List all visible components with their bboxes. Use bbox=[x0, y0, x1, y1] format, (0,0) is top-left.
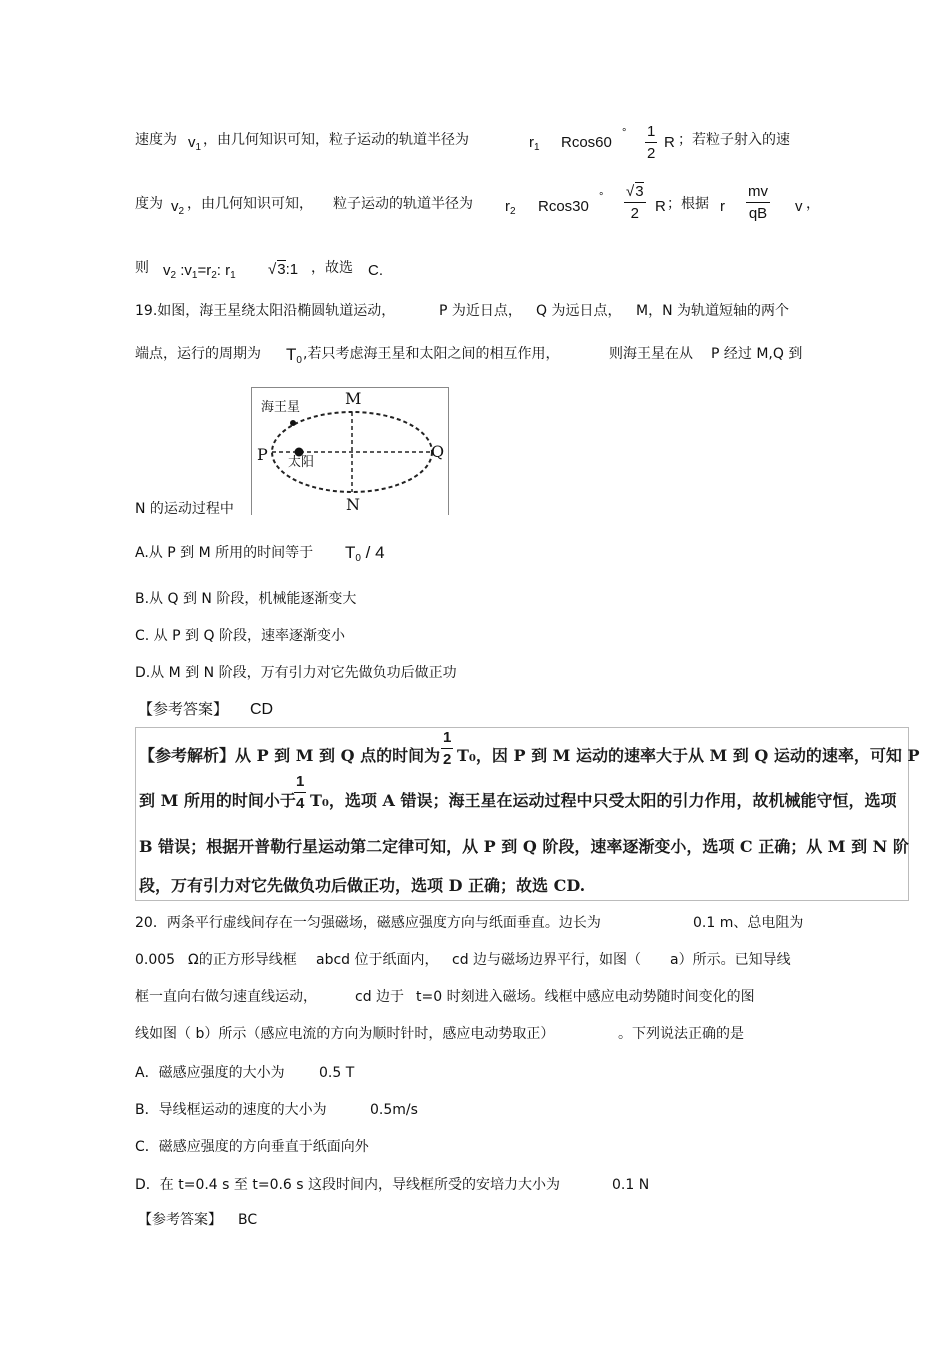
degree: ° bbox=[599, 191, 604, 203]
q19-analysis-box bbox=[135, 727, 920, 901]
text: P 经过 M,Q 到 bbox=[711, 346, 803, 362]
q19-option-d: D.从 M 到 N 阶段，万有引力对它先做负功后做正功 bbox=[135, 665, 457, 681]
q19-line1: 19.如图，海王星绕太阳沿椭圆轨道运动， bbox=[135, 303, 396, 319]
label-neptune: 海王星 bbox=[261, 400, 301, 415]
label-q: Q bbox=[431, 442, 445, 461]
text: A．磁感应强度的大小为 bbox=[135, 1065, 285, 1081]
text: M，N 为轨道短轴的两个 bbox=[636, 303, 790, 319]
answer-value: BC bbox=[238, 1212, 258, 1228]
sqrt3: √3:1 bbox=[268, 261, 299, 278]
fraction-quarter: $\frac{1}{4}$ bbox=[296, 773, 305, 812]
analysis-line-4: 段，万有引力对它先做负功后做正功，选项 D 正确；故选 CD. bbox=[139, 876, 586, 895]
text: Ω的正方形导线框 bbox=[188, 952, 297, 968]
text: 速度为 bbox=[135, 132, 177, 148]
text: 。下列说法正确的是 bbox=[618, 1026, 744, 1042]
fraction-half: $\frac{1}{2}$ bbox=[647, 123, 656, 162]
symbol: r bbox=[720, 198, 725, 215]
symbol: R bbox=[664, 134, 675, 151]
text: t=0 时刻进入磁场。线框中感应电动势随时间变化的图 bbox=[416, 989, 755, 1005]
symbol: $T_0$ bbox=[286, 345, 302, 366]
text: 0.1 m、总电阻为 bbox=[693, 915, 804, 931]
ratio-expression: $v_2$ $:v_1=r_2$: $r_1$ bbox=[163, 262, 236, 281]
symbol: $T_0 / 4$ bbox=[345, 543, 385, 564]
symbol: $v_1$ bbox=[188, 134, 202, 153]
text: ，由几何知识可知，粒子运动的轨道半径为 bbox=[203, 132, 469, 148]
text: ，由几何知识可知， bbox=[187, 196, 313, 212]
text: A.从 P 到 M 所用的时间等于 bbox=[135, 545, 314, 561]
fraction-half: $\frac{1}{2}$ bbox=[443, 729, 452, 768]
value: 0.5m/s bbox=[370, 1102, 418, 1118]
value: 0.1 N bbox=[612, 1177, 650, 1193]
label-m: M bbox=[345, 389, 362, 408]
text: cd 边于 bbox=[355, 989, 405, 1005]
text: Q 为远日点， bbox=[536, 303, 622, 319]
text: ，故选 bbox=[311, 260, 353, 276]
text: 线如图（ b）所示（感应电流的方向为顺时针时，感应电动势取正） bbox=[135, 1026, 555, 1042]
analysis-line-2b: T₀，选项 A 错误；海王星在运动过程中只受太阳的引力作用，故机械能守恒，选项 bbox=[310, 791, 897, 810]
symbol: $r_1$ bbox=[529, 134, 540, 153]
symbol: $r_2$ bbox=[505, 198, 516, 217]
text: cd 边与磁场边界平行，如图（ bbox=[452, 952, 642, 968]
text: 则海王星在从 bbox=[609, 346, 693, 362]
value: 0.5 T bbox=[319, 1065, 355, 1081]
analysis-line-3: B 错误；根据开普勒行星运动第二定律可知，从 P 到 Q 阶段，速率逐渐变小，选项 C 正确；从 M 到 N 阶 bbox=[139, 837, 909, 856]
label-p: P bbox=[257, 445, 268, 464]
text: abcd 位于纸面内， bbox=[316, 952, 439, 968]
symbol: R bbox=[655, 198, 666, 215]
q19-line3: N 的运动过程中 bbox=[135, 501, 234, 517]
label-n: N bbox=[346, 495, 360, 514]
analysis-line-1b: T₀，因 P 到 M 运动的速率大于从 M 到 Q 运动的速率，可知 P bbox=[457, 746, 920, 765]
label-sun: 太阳 bbox=[288, 455, 315, 470]
text: 粒子运动的轨道半径为 bbox=[333, 196, 473, 212]
text: C. bbox=[368, 262, 383, 279]
fraction-sqrt3-over-2: $\frac{√3}{2}$ bbox=[626, 183, 644, 222]
degree: ° bbox=[622, 127, 627, 139]
text: P 为近日点， bbox=[439, 303, 522, 319]
q19-option-b: B.从 Q 到 N 阶段，机械能逐渐变大 bbox=[135, 591, 357, 607]
symbol: v bbox=[795, 198, 803, 215]
text: 端点，运行的周期为 bbox=[135, 346, 261, 362]
text: ；根据 bbox=[667, 196, 709, 212]
analysis-line-2: 到 M 所用的时间小于 bbox=[139, 791, 296, 810]
text: ,若只考虑海王星和太阳之间的相互作用， bbox=[303, 346, 560, 362]
text: 0.005 bbox=[135, 952, 176, 968]
answer-label: 【参考答案】 bbox=[138, 700, 229, 718]
text: 度为 bbox=[135, 196, 163, 212]
text: 20．两条平行虚线间存在一匀强磁场，磁感应强度方向与纸面垂直。边长为 bbox=[135, 915, 601, 931]
text: ， bbox=[806, 196, 820, 212]
orbit-figure bbox=[251, 387, 451, 519]
fraction-mv-qB: $\frac{mv}{qB}$ bbox=[748, 183, 768, 222]
answer-value: CD bbox=[250, 701, 274, 718]
text: ；若粒子射入的速 bbox=[678, 132, 790, 148]
text: B．导线框运动的速度的大小为 bbox=[135, 1102, 327, 1118]
text: 则 bbox=[135, 260, 149, 276]
neptune-dot bbox=[290, 420, 296, 426]
text: 框一直向右做匀速直线运动， bbox=[135, 989, 317, 1005]
symbol: $v_2$ bbox=[171, 198, 185, 217]
answer-label: 【参考答案】 bbox=[138, 1212, 222, 1228]
text: D．在 t=0.4 s 至 t=0.6 s 这段时间内，导线框所受的安培力大小为 bbox=[135, 1177, 561, 1193]
symbol: Rcos30 bbox=[538, 198, 589, 215]
symbol: Rcos60 bbox=[561, 134, 612, 151]
analysis-line-1: 【参考解析】从 P 到 M 到 Q 点的时间为 bbox=[139, 746, 441, 765]
text: a）所示。已知导线 bbox=[670, 952, 791, 968]
q19-option-c: C. 从 P 到 Q 阶段，速率逐渐变小 bbox=[135, 628, 345, 644]
q20-option-c: C．磁感应强度的方向垂直于纸面向外 bbox=[135, 1139, 369, 1155]
